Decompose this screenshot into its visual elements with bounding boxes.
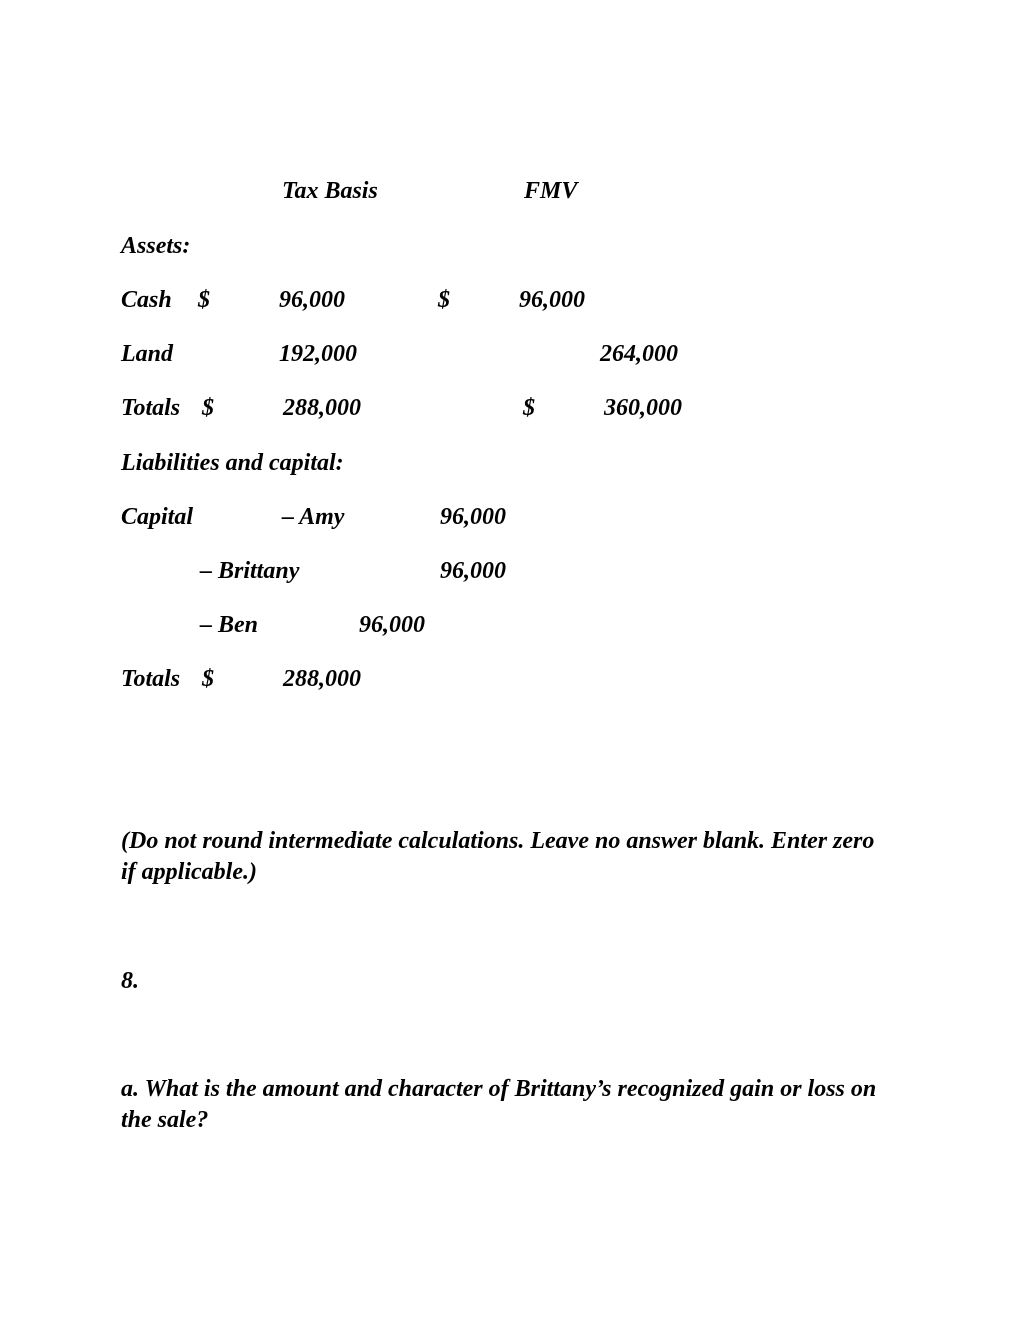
capital-ben-value: 96,000 (359, 612, 425, 638)
liabilities-totals-dollar: $ (202, 666, 214, 692)
cash-fmv-value: 96,000 (519, 287, 585, 313)
capital-ben-partner: – Ben (200, 612, 259, 638)
question-number: 8. (121, 968, 139, 994)
assets-totals-basis-dollar: $ (202, 395, 214, 421)
land-basis-value: 192,000 (279, 341, 357, 367)
land-label: Land (121, 341, 174, 367)
land-fmv-value: 264,000 (600, 341, 678, 367)
assets-totals-basis-value: 288,000 (283, 395, 361, 421)
liabilities-heading: Liabilities and capital: (121, 450, 344, 476)
instructions-text: (Do not round intermediate calculations. Leave no answer blank. Enter zero if applicable.) (121, 828, 875, 885)
assets-heading: Assets: (121, 233, 191, 259)
cash-basis-value: 96,000 (279, 287, 345, 313)
capital-brittany-value: 96,000 (440, 558, 506, 584)
capital-amy-value: 96,000 (440, 504, 506, 530)
question-text: a. What is the amount and character of Brittany’s recognized gain or loss on the sale? (121, 1076, 877, 1133)
header-fmv: FMV (524, 178, 578, 204)
cash-basis-dollar: $ (198, 287, 210, 313)
assets-totals-fmv-value: 360,000 (604, 395, 682, 421)
liabilities-totals-value: 288,000 (283, 666, 361, 692)
capital-label: Capital (121, 504, 194, 530)
capital-brittany-partner: – Brittany (200, 558, 300, 584)
liabilities-totals-label: Totals (121, 666, 181, 692)
cash-label: Cash (121, 287, 172, 313)
assets-totals-fmv-dollar: $ (523, 395, 535, 421)
assets-totals-label: Totals (121, 395, 181, 421)
cash-fmv-dollar: $ (438, 287, 450, 313)
header-tax-basis: Tax Basis (282, 178, 378, 204)
capital-amy-partner: – Amy (282, 504, 345, 530)
